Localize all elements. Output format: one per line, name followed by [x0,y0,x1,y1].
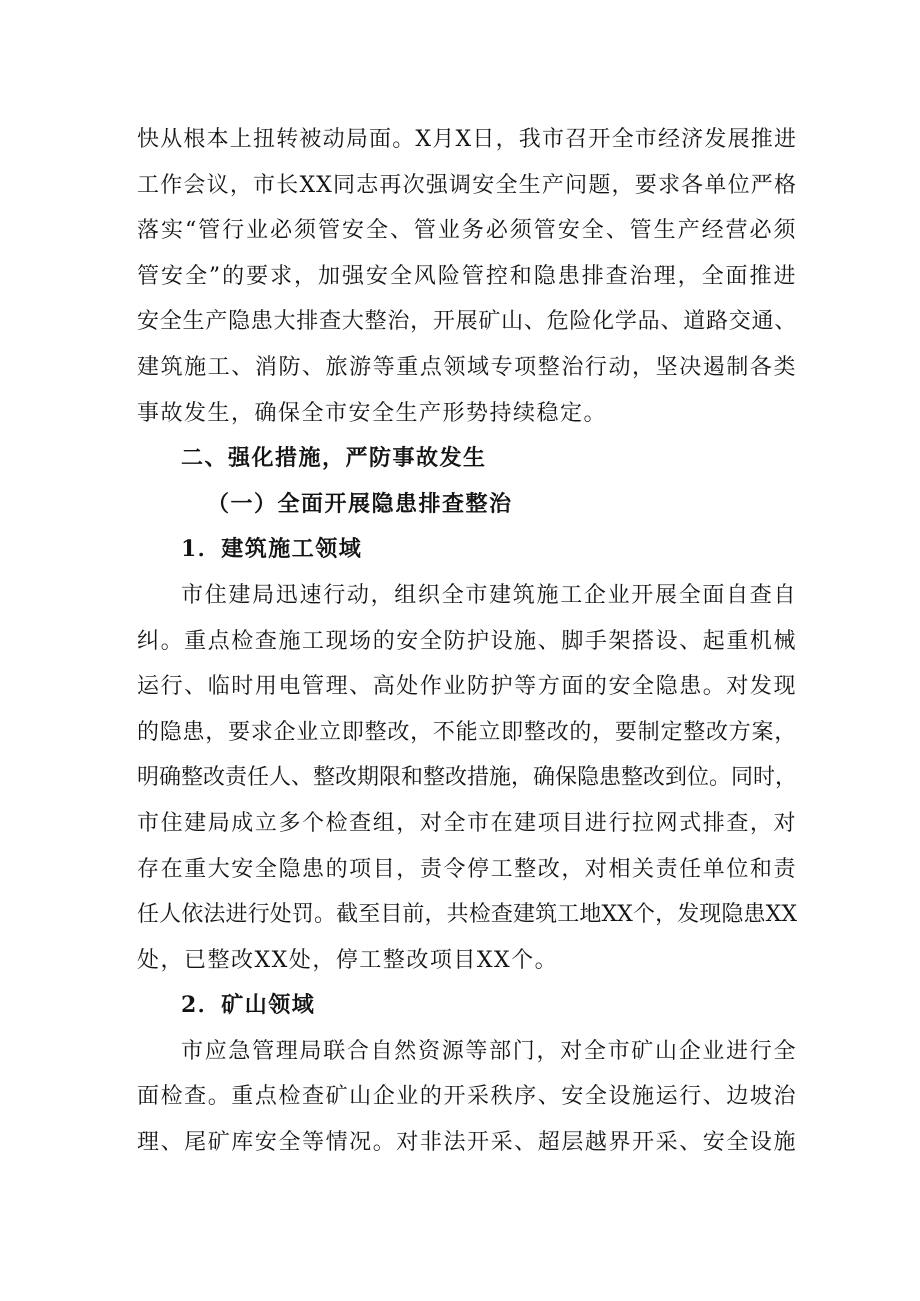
document-page [137,117,797,1166]
paragraph-line: 工作会议，市长XX同志再次强调安全生产问题，要求各单位严格 [137,172,797,198]
item-heading: 2．矿山领域 [181,992,316,1019]
paragraph-line: 市住建局成立多个检查组，对全市在建项目进行拉网式排查，对 [137,810,797,836]
paragraph-line: 落实“管行业必须管安全、管业务必须管安全、管生产经营必须 [137,218,797,244]
paragraph-line: 面检查。重点检查矿山企业的开采秩序、安全设施运行、边坡治 [137,1084,797,1110]
section-heading: 二、强化措施，严防事故发生 [181,445,487,472]
paragraph-line: 安全生产隐患大排查大整治，开展矿山、危险化学品、道路交通、 [137,309,797,335]
paragraph-line: 存在重大安全隐患的项目，责令停工整改，对相关责任单位和责 [137,856,797,882]
paragraph-line: 明确整改责任人、整改期限和整改措施，确保隐患整改到位。同时， [137,765,798,791]
paragraph-line: 建筑施工、消防、旅游等重点领域专项整治行动，坚决遏制各类 [137,354,797,380]
paragraph-line: 纠。重点检查施工现场的安全防护设施、脚手架搭设、起重机械 [137,628,797,654]
subsection-heading: （一）全面开展隐患排查整治 [207,490,513,517]
paragraph-line: 理、尾矿库安全等情况。对非法开采、超层越界开采、安全设施 [137,1130,797,1156]
paragraph-line: 管安全”的要求，加强安全风险管控和隐患排查治理，全面推进 [137,263,797,289]
paragraph-line: 事故发生，确保全市安全生产形势持续稳定。 [137,400,608,426]
paragraph-line: 市住建局迅速行动，组织全市建筑施工企业开展全面自查自 [181,582,797,608]
paragraph-line: 任人依法进行处罚。截至目前，共检查建筑工地XX个，发现隐患XX [137,902,797,928]
item-heading: 1．建筑施工领域 [181,536,363,563]
paragraph-line: 市应急管理局联合自然资源等部门，对全市矿山企业进行全 [181,1038,797,1064]
paragraph-line: 处，已整改XX处，停工整改项目XX个。 [137,947,559,973]
paragraph-line: 运行、临时用电管理、高处作业防护等方面的安全隐患。对发现 [137,674,797,700]
paragraph-line: 的隐患，要求企业立即整改，不能立即整改的，要制定整改方案， [137,719,797,745]
paragraph-line: 快从根本上扭转被动局面。X月X日，我市召开全市经济发展推进 [137,127,797,152]
